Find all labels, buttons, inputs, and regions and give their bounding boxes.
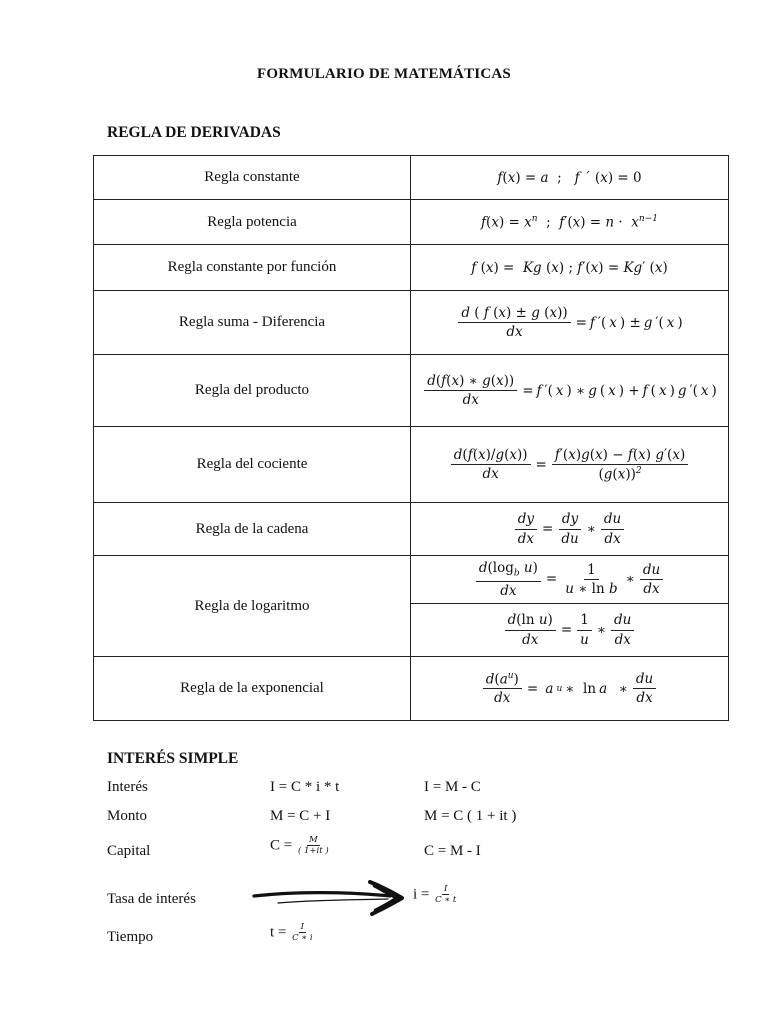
rule-name: Regla potencia — [94, 200, 411, 245]
rule-formula: $f(x) = x^n$ ; $f'(x) = n \cdot x^{n-1}$ — [411, 200, 729, 245]
label-capital: Capital — [107, 843, 151, 859]
table-row — [94, 156, 729, 200]
rule-formula: f(x) = a ; f ´ (x) = 0 — [411, 156, 729, 200]
page-title: FORMULARIO DE MATEMÁTICAS — [257, 66, 511, 82]
fraction-numerator: M — [308, 835, 318, 845]
table-row — [94, 556, 729, 604]
rule-formula: $\frac{\text{d(ln u)}}{dx}$ = $\frac{1}{u}$ ∗ $\frac{du}{dx}$ — [411, 604, 729, 657]
rule-name: Regla de la cadena — [94, 503, 411, 556]
rule-name: Regla constante por función — [94, 245, 411, 291]
hand-drawn-arrow-icon — [250, 878, 410, 918]
rule-name: Regla suma - Diferencia — [94, 291, 411, 355]
rule-formula: $\frac{d(\log_b u)}{dx}$ = $\frac{1}{\text{u ∗ ln b}}$ ∗ $\frac{du}{dx}$ — [411, 556, 729, 604]
rule-formula: $\frac{d(f(x)/g(x))}{dx}$ = $\frac{f'(x)g(x) - f(x) g'(x)}{(g(x))^2}$ — [411, 427, 729, 503]
label-tiempo: Tiempo — [107, 929, 154, 945]
formula-monto-1: M = C + I — [270, 808, 331, 824]
formula-monto-2: M = C ( 1 + it ) — [424, 808, 517, 824]
section-heading-interes: INTERÉS SIMPLE — [107, 750, 239, 767]
rule-formula: $\frac{d ( f (x) \pm g (x))}{dx}$ = f ′( x ) ± g ′( x ) — [411, 291, 729, 355]
formula-prefix: t = — [270, 924, 291, 941]
label-monto: Monto — [107, 808, 148, 824]
rule-name: Regla del producto — [94, 355, 411, 427]
fraction-denominator: C ∗ t — [435, 895, 457, 906]
rule-name: Regla de logaritmo — [94, 556, 411, 657]
table-row — [94, 427, 729, 503]
table-row — [94, 291, 729, 355]
rule-formula: $\frac{d(a^u)}{dx}$ = a u ∗ ln a ∗ $\frac{du}{dx}$ — [411, 657, 729, 721]
section-heading-derivadas: REGLA DE DERIVADAS — [107, 124, 281, 141]
formula-interes-1: I = C * i * t — [270, 779, 340, 795]
label-tasa: Tasa de interés — [107, 891, 196, 907]
formula-prefix: i = — [413, 886, 434, 903]
fraction-numerator: I — [444, 884, 448, 894]
derivatives-table — [93, 155, 729, 721]
table-row — [94, 200, 729, 245]
label-interes: Interés — [107, 779, 148, 795]
rule-name: Regla del cociente — [94, 427, 411, 503]
formula-capital-1 — [270, 836, 331, 857]
table-row — [94, 245, 729, 291]
fraction-numerator: I — [300, 922, 305, 932]
formula-tasa — [413, 885, 458, 906]
fraction-denominator: C ∗ i — [292, 933, 313, 944]
table-row — [94, 503, 729, 556]
rule-formula: $\frac{d(f(x) ∗ g(x))}{dx}$ = f ′( x ) ∗ g ( x ) + f ( x ) g ′( x ) — [411, 355, 729, 427]
formula-prefix: C = — [270, 837, 296, 854]
table-row — [94, 355, 729, 427]
rule-formula: $\frac{dy}{dx}$ = $\frac{dy}{du}$ ∗ $\frac{du}{dx}$ — [411, 503, 729, 556]
formula-tiempo — [270, 923, 315, 944]
fraction-denominator: ( 1+it ) — [297, 846, 329, 857]
table-row — [94, 657, 729, 721]
rule-name: Regla de la exponencial — [94, 657, 411, 721]
rule-formula: f (x) = Kg (x) ; f′(x) = Kg′ (x) — [411, 245, 729, 291]
formula-interes-2: I = M - C — [424, 779, 481, 795]
formula-capital-2: C = M - I — [424, 843, 481, 859]
rule-name: Regla constante — [94, 156, 411, 200]
